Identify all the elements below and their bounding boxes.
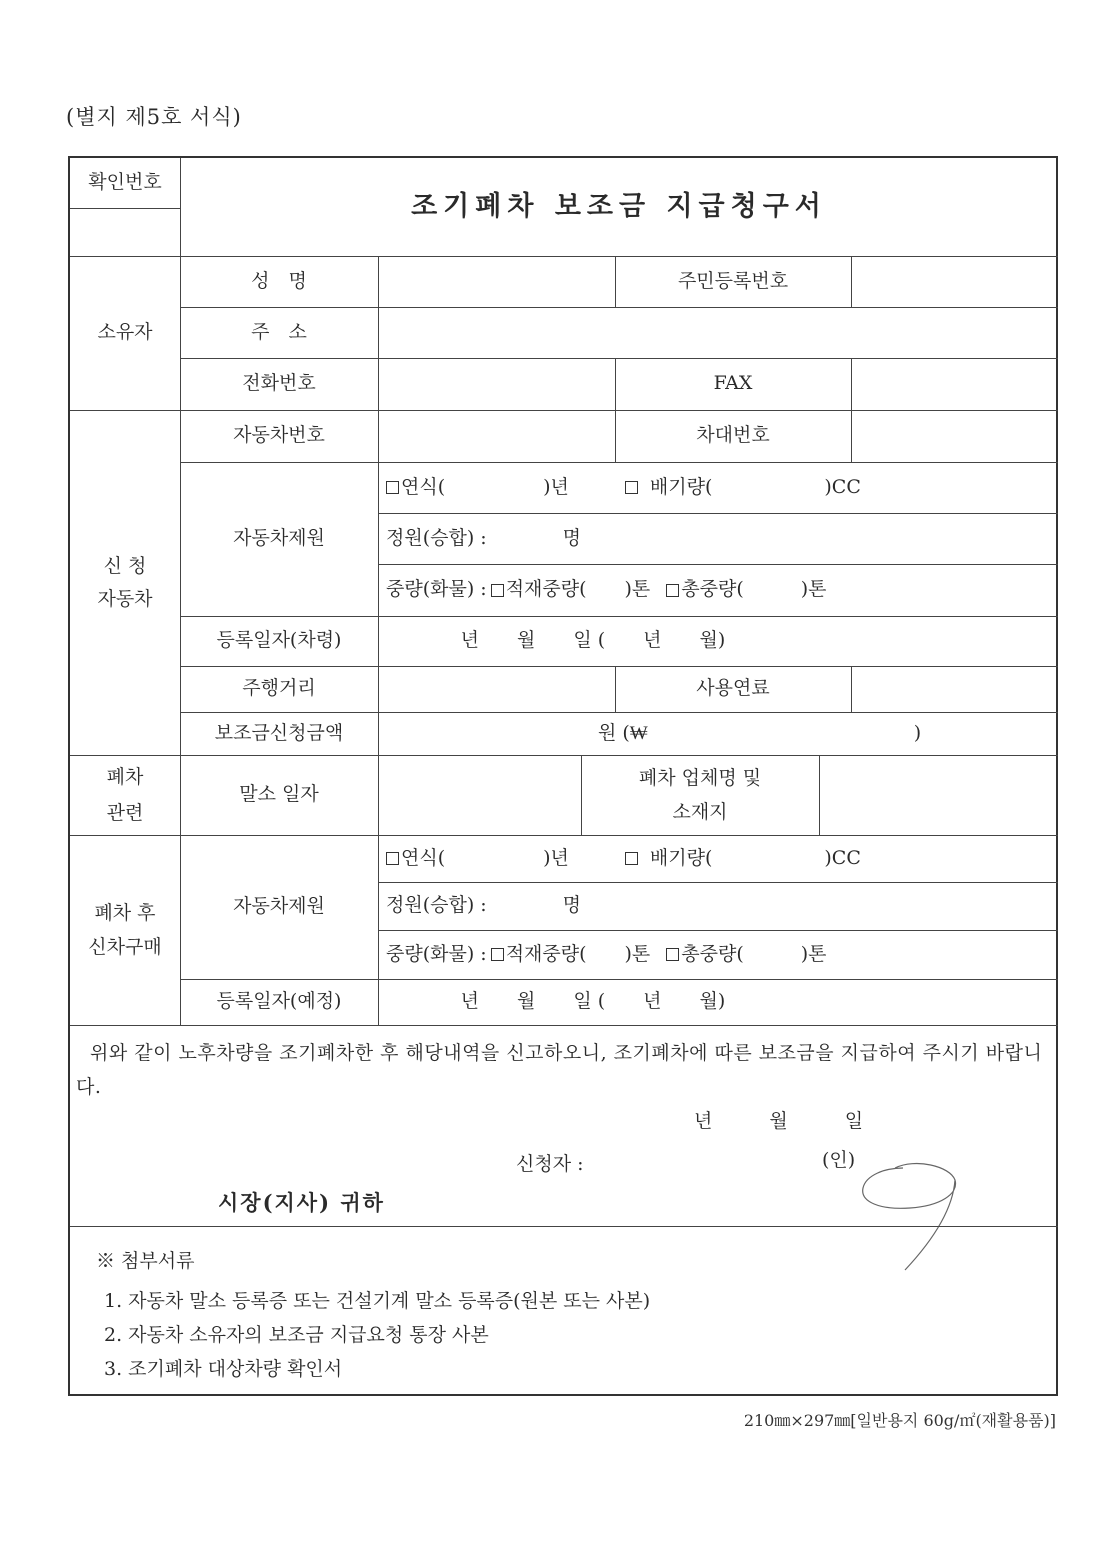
name-field[interactable]	[378, 256, 615, 307]
vehicle-spec-seats[interactable]: 정원(승합) : 명	[386, 526, 582, 549]
new-reg-date-field[interactable]: 년 월 일 ( 년 월)	[460, 990, 726, 1013]
reg-date-label: 등록일자(차령)	[216, 629, 342, 652]
cc-unit: )CC	[824, 475, 861, 498]
year-label: 연식(	[401, 475, 446, 498]
new-gross-weight-label: 총중량( )톤	[681, 942, 827, 965]
vehicle-spec-row-year-cc	[378, 462, 1058, 513]
amount-label: 보조금신청금액	[214, 721, 344, 744]
application-date[interactable]: 년 월 일	[694, 1110, 864, 1132]
phone-field[interactable]	[378, 358, 615, 410]
amount-field[interactable]: 원 (₩ )	[598, 721, 922, 744]
weight-label: 중량(화물) :	[386, 578, 487, 601]
addressee: 시장(지사) 귀하	[218, 1190, 385, 1215]
grid-line	[851, 358, 852, 462]
vin-field[interactable]	[851, 410, 1058, 462]
scrap-company-field[interactable]	[819, 755, 1058, 835]
grid-line	[615, 256, 616, 307]
cc-label: 배기량(	[649, 475, 713, 498]
fuel-field[interactable]	[851, 666, 1058, 712]
grid-line	[378, 882, 1058, 883]
load-weight-checkbox[interactable]	[491, 584, 504, 597]
gross-weight-checkbox[interactable]	[666, 584, 679, 597]
new-vehicle-spec-weight	[378, 930, 1058, 979]
new-year-checkbox[interactable]	[386, 852, 399, 865]
grid-line	[70, 208, 180, 209]
subsidy-claim-form	[68, 156, 1058, 1396]
plate-no-field[interactable]	[378, 410, 615, 462]
grid-line	[180, 835, 181, 1025]
phone-label: 전화번호	[242, 372, 316, 395]
grid-line	[70, 1025, 1058, 1026]
grid-line	[180, 712, 1058, 713]
address-field[interactable]	[378, 307, 1058, 358]
name-label: 성 명	[251, 269, 307, 292]
attachments-heading: ※ 첨부서류	[96, 1250, 195, 1272]
gross-weight-label: 총중량( )톤	[681, 578, 827, 601]
new-vehicle-section-label: 폐차 후 신차구매	[88, 901, 162, 958]
grid-line	[70, 835, 1058, 836]
address-label: 주 소	[251, 320, 307, 343]
form-title: 조기폐차 보조금 지급청구서	[411, 191, 827, 223]
confirm-no-label: 확인번호	[88, 171, 162, 194]
grid-line	[70, 410, 1058, 411]
grid-line	[180, 462, 1058, 463]
new-load-weight-label: 적재중량( )톤	[505, 942, 651, 965]
declaration-text: 위와 같이 노후차량을 조기폐차한 후 해당내역을 신고하오니, 조기폐차에 따른 보조금을 지급하여 주시기 바랍니다.	[76, 1042, 1043, 1098]
grid-line	[378, 930, 1058, 931]
new-vehicle-spec-seats[interactable]: 정원(승합) : 명	[386, 894, 582, 917]
new-cc-unit: )CC	[824, 846, 861, 869]
vehicle-section-label: 신 청 자동차	[97, 555, 153, 610]
attachment-item: 3. 조기폐차 대상차량 확인서	[104, 1358, 343, 1380]
grid-line	[180, 307, 1058, 308]
grid-line	[180, 358, 1058, 359]
grid-line	[70, 1226, 1058, 1227]
year-unit: )년	[543, 475, 569, 498]
owner-section-label: 소유자	[97, 321, 153, 344]
grid-line	[378, 564, 1058, 565]
seal-label: (인)	[822, 1149, 856, 1171]
fax-label: FAX	[713, 372, 753, 395]
new-cc-checkbox[interactable]	[625, 852, 638, 865]
new-year-unit: )년	[543, 846, 569, 869]
grid-line	[378, 256, 379, 1025]
mileage-label: 주행거리	[242, 677, 316, 700]
fax-field[interactable]	[851, 358, 1058, 410]
applicant-name-field[interactable]	[625, 1149, 815, 1175]
mileage-field[interactable]	[378, 666, 615, 712]
new-vehicle-spec-row-year-cc	[378, 835, 1058, 882]
attachment-item: 2. 자동차 소유자의 보조금 지급요청 통장 사본	[104, 1324, 489, 1346]
grid-line	[180, 979, 1058, 980]
grid-line	[180, 158, 181, 835]
grid-line	[70, 755, 1058, 756]
grid-line	[851, 666, 852, 712]
deregistration-date-field[interactable]	[378, 755, 581, 835]
new-vehicle-spec-label: 자동차제원	[233, 895, 325, 918]
signature-mark	[855, 1158, 965, 1273]
scrap-company-label: 폐차 업체명 및 소재지	[638, 766, 762, 823]
deregistration-date-label: 말소 일자	[239, 783, 319, 806]
vin-label: 차대번호	[696, 424, 770, 447]
scrap-section-label: 폐차 관련	[106, 765, 144, 824]
confirm-no-field[interactable]	[70, 208, 180, 256]
new-load-weight-checkbox[interactable]	[491, 948, 504, 961]
grid-line	[851, 256, 852, 307]
grid-line	[70, 256, 1058, 257]
attachment-item: 1. 자동차 말소 등록증 또는 건설기계 말소 등록증(원본 또는 사본)	[104, 1290, 651, 1312]
plate-no-label: 자동차번호	[233, 424, 325, 447]
vehicle-spec-label: 자동차제원	[233, 527, 325, 550]
grid-line	[581, 755, 582, 835]
new-year-label: 연식(	[401, 846, 446, 869]
rrn-field[interactable]	[851, 256, 1058, 307]
vehicle-spec-weight	[378, 564, 1058, 616]
applicant-label: 신청자 :	[516, 1153, 584, 1175]
rrn-label: 주민등록번호	[677, 269, 789, 292]
grid-line	[180, 616, 1058, 617]
grid-line	[819, 755, 820, 835]
load-weight-label: 적재중량( )톤	[505, 578, 651, 601]
form-reference: (별지 제5호 서식)	[66, 105, 242, 129]
new-weight-label: 중량(화물) :	[386, 942, 487, 965]
reg-date-field[interactable]: 년 월 일 ( 년 월)	[460, 629, 726, 652]
grid-line	[180, 666, 1058, 667]
new-gross-weight-checkbox[interactable]	[666, 948, 679, 961]
grid-line	[378, 513, 1058, 514]
grid-line	[615, 666, 616, 712]
grid-line	[615, 358, 616, 462]
paper-spec-footer: 210㎜×297㎜[일반용지 60g/㎡(재활용품)]	[743, 1411, 1056, 1430]
fuel-label: 사용연료	[696, 677, 770, 700]
new-reg-date-label: 등록일자(예정)	[216, 990, 342, 1013]
new-cc-label: 배기량(	[649, 846, 713, 869]
cc-checkbox[interactable]	[625, 481, 638, 494]
year-checkbox[interactable]	[386, 481, 399, 494]
